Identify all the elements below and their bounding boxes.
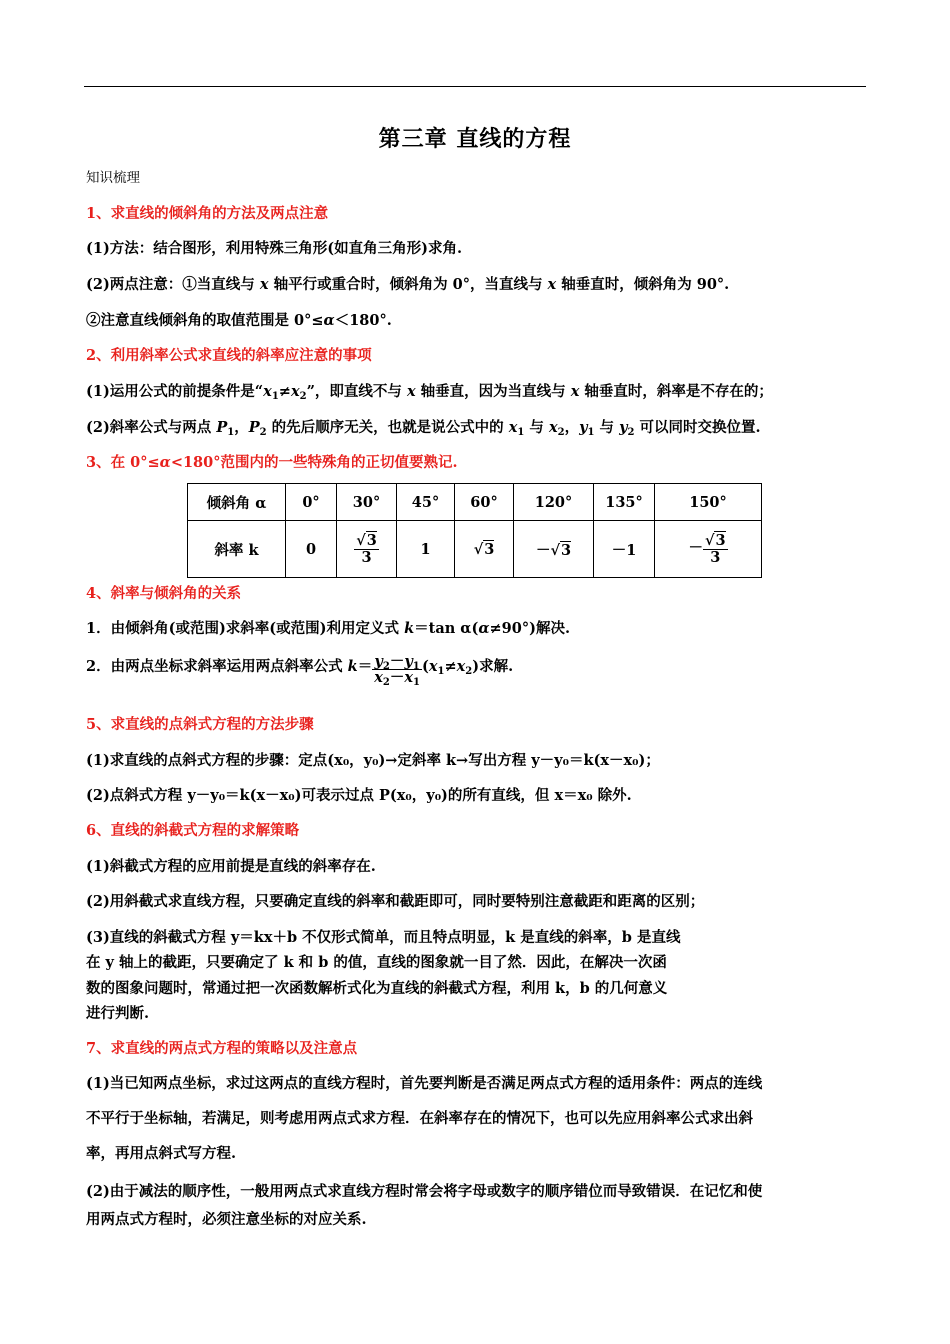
angle-cell: 135° (594, 484, 655, 521)
heading-1: 1、求直线的倾斜角的方法及两点注意 (86, 205, 329, 222)
s1-notes-1: (2)两点注意：①当直线与 x 轴平行或重合时，倾斜角为 0°，当直线与 x 轴垂直时，倾斜角为 90°. (86, 276, 730, 293)
s5-note: (2)点斜式方程 y－y₀＝k(x－x₀)可表示过点 P(x₀，y₀)的所有直线，但 x＝x₀ 除外. (86, 787, 632, 804)
heading-3: 3、在 0°≤α<180°范围内的一些特殊角的正切值要熟记. (86, 454, 458, 471)
heading-6: 6、直线的斜截式方程的求解策略 (86, 822, 300, 839)
s7-p1-line2: 不平行于坐标轴，若满足，则考虑用两点式求方程．在斜率存在的情况下，也可以先应用斜率公式求出斜 (86, 1110, 753, 1127)
s4-two-point-formula: 2．由两点坐标求斜率运用两点斜率公式 k＝ $\frac{y_2-y_1}{x_2-x_1}$ $(x_1\ne x_2)$求解. (86, 653, 514, 689)
header-rule (84, 86, 866, 87)
slope-cell: 1 (397, 521, 455, 578)
angle-row-label: 倾斜角 α (188, 484, 286, 521)
s6-p3-line2: 在 y 轴上的截距，只要确定了 k 和 b 的值，直线的图象就一目了然．因此，在解决一次函 (86, 954, 667, 971)
s7-p2-line1: (2)由于减法的顺序性，一般用两点式求直线方程时常会将字母或数字的顺序错位而导致错误．在记忆和使 (86, 1183, 763, 1200)
s6-p3-line4: 进行判断. (86, 1005, 150, 1022)
slope-cell: 0 (286, 521, 337, 578)
s1-method: (1)方法：结合图形，利用特殊三角形(如直角三角形)求角. (86, 240, 463, 257)
s6-p2: (2)用斜截式求直线方程，只要确定直线的斜率和截距即可，同时要特别注意截距和距离的区别； (86, 893, 705, 910)
slope-row-label: 斜率 k (188, 521, 286, 578)
s1-notes-2: ②注意直线倾斜角的取值范围是 0°≤α＜180°. (86, 312, 392, 329)
angle-cell: 150° (655, 484, 762, 521)
s6-p3-line1: (3)直线的斜截式方程 y＝kx＋b 不仅形式简单，而且特点明显，k 是直线的斜率，b 是直线 (86, 929, 681, 946)
slope-cell: $\frac{√3}{3}$ (337, 521, 397, 578)
angle-row (188, 484, 762, 521)
page-title: 第三章 直线的方程 (378, 126, 572, 152)
s2-condition: (1)运用公式的前提条件是“$x_1\ne x_2$”，即直线不与 x 轴垂直，因为当直线与 x 轴垂直时，斜率是不存在的； (86, 383, 773, 402)
section-subtitle: 知识梳理 (86, 170, 140, 186)
slope-cell: √3 (455, 521, 514, 578)
angle-cell: 120° (514, 484, 594, 521)
s5-steps: (1)求直线的点斜式方程的步骤：定点(x₀，y₀)→定斜率 k→写出方程 y－y₀＝k(x－x₀)； (86, 752, 660, 769)
angle-cell: 30° (337, 484, 397, 521)
s7-p2-line2: 用两点式方程时，必须注意坐标的对应关系. (86, 1211, 367, 1228)
heading-4: 4、斜率与倾斜角的关系 (86, 585, 242, 602)
angle-cell: 60° (455, 484, 514, 521)
s7-p1-line3: 率，再用点斜式写方程. (86, 1145, 237, 1162)
s6-p3-line3: 数的图象问题时，常通过把一次函数解析式化为直线的斜截式方程，利用 k，b 的几何意义 (86, 980, 668, 997)
slope-row (188, 521, 762, 578)
heading-2: 2、利用斜率公式求直线的斜率应注意的事项 (86, 347, 372, 364)
slope-cell: －√3 (514, 521, 594, 578)
slope-cell: －1 (594, 521, 655, 578)
s7-p1-line1: (1)当已知两点坐标，求过这两点的直线方程时，首先要判断是否满足两点式方程的适用条件：两点的连线 (86, 1075, 763, 1092)
heading-5: 5、求直线的点斜式方程的方法步骤 (86, 716, 314, 733)
angle-cell: 0° (286, 484, 337, 521)
heading-7: 7、求直线的两点式方程的策略以及注意点 (86, 1040, 358, 1057)
angle-cell: 45° (397, 484, 455, 521)
s4-definition: 1．由倾斜角(或范围)求斜率(或范围)利用定义式 k＝tan α(α≠90°)解决. (86, 620, 570, 637)
s6-p1: (1)斜截式方程的应用前提是直线的斜率存在. (86, 858, 376, 875)
tangent-table (187, 483, 762, 578)
slope-cell: － $\frac{√3}{3}$ (655, 521, 762, 578)
s2-order: (2)斜率公式与两点 $P_1$，$P_2$ 的先后顺序无关，也就是说公式中的 $x_1$ 与 $x_2$，$y_1$ 与 $y_2$ 可以同时交换位置. (86, 419, 761, 438)
